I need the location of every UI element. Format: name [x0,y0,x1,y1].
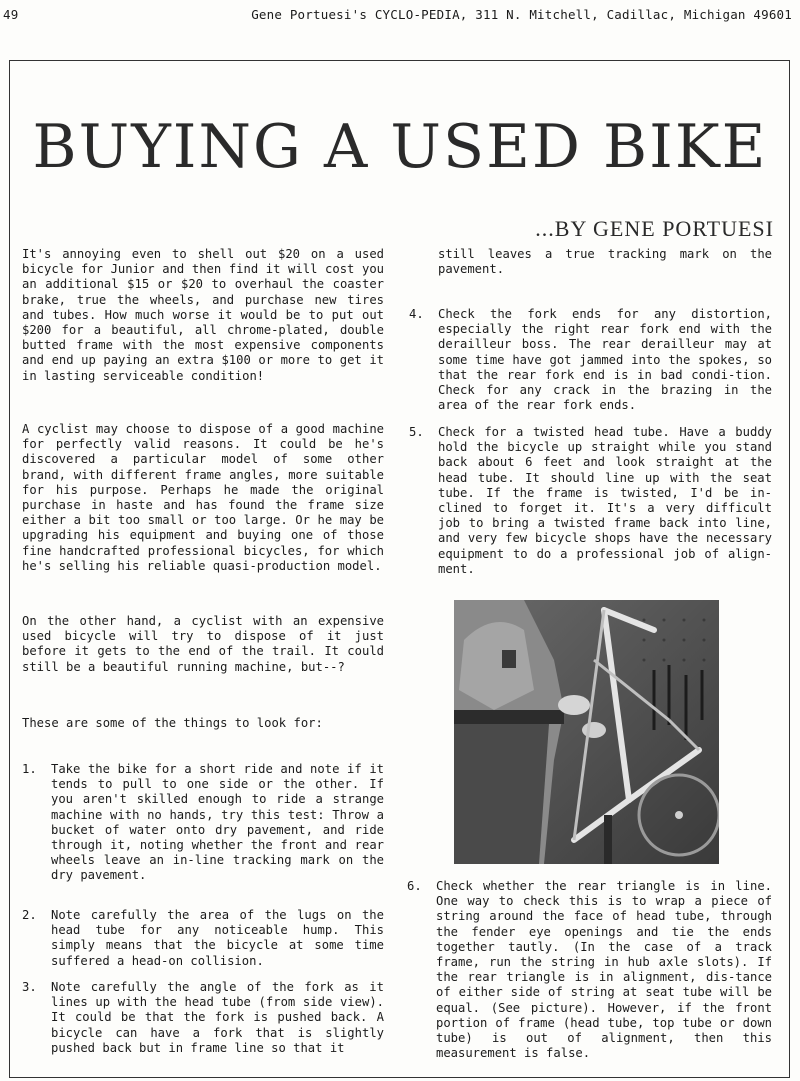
item-5-number: 5. [409,425,424,439]
intro-paragraph-4: These are some of the things to look for: [22,716,323,730]
item-3-number: 3. [22,980,37,994]
item-1-text: Take the bike for a short ride and note if it tends to pull to one side or the other. If you aren't skilled enough to ride a strange machine with no hands, try this test: Throw a bucket of water onto dry pavement, and ride through it, noting whether the front and rear wheels leave an in-line tracking mark on the dry pavement. [51,762,384,883]
page-number: 49 [3,7,19,22]
item-5-text: Check for a twisted head tube. Have a buddy hold the bicycle up straight while you stand back about 6 feet and look straight at the head tube. It should line up with the seat tube. If the frame is twisted, I'd be in-clined to forget it. It's a very difficult job to bring a twisted frame back into line, and very few bicycle shops have the necessary equipment to do a professional job of align-ment. [438,425,772,576]
item-6-number: 6. [407,879,422,893]
item-2-number: 2. [22,908,37,922]
article-byline: ...BY GENE PORTUESI [535,216,774,241]
intro-paragraph-3: On the other hand, a cyclist with an expensive used bicycle will try to dispose of it just before it gets to the end of the trail. It could still be a beautiful running machine, but--? [22,614,384,674]
running-header [3,7,795,25]
item-4-number: 4. [409,307,424,321]
item-6-text: Check whether the rear triangle is in line. One way to check this is to wrap a piece of string around the face of head tube, through the fender eye openings and tie the ends together tautly. (In the case of a track frame, run the string in hub axle slots). If the rear triangle is in alignment, dis-tance of either side of string at seat tube will be equal. (See picture). However, if the front portion of frame (head tube, top tube or down tube) is out of alignment, then this measurement is false. [436,879,772,1061]
item-2-text: Note carefully the area of the lugs on the head tube for any noticeable hump. This simply means that the bicycle at some time suffered a head-on collision. [51,908,384,968]
item-3-continued-text: still leaves a true tracking mark on the pavement. [438,247,772,277]
article-title: BUYING A USED BIKE [32,112,768,182]
item-3-text: Note carefully the angle of the fork as it lines up with the head tube (from side view). It could be that the fork is pushed back. A bicycle can have a fork that is slightly pushed back but in frame line so that it [51,980,384,1055]
intro-paragraph-1: It's annoying even to shell out $20 on a used bicycle for Junior and then find it will cost you an additional $15 or $20 to overhaul the coaster brake, true the wheels, and purchase new tires and tubes. How much worse it would be to put out $200 for a beautiful, all chrome-plated, double butted frame with the most expensive components and end up paying an extra $100 or more to get it in lasting serviceable condition! [22,247,384,383]
item-1-number: 1. [22,762,37,776]
intro-paragraph-2: A cyclist may choose to dispose of a good machine for perfectly valid reasons. It could be he's discovered a particular model of some other brand, with different frame angles, more suitable for his purpose. Perhaps he made the original purchase in haste and has found the frame size either a bit too small or too large. Or he may be upgrading his equipment and buying one of those fine handcrafted professional bicycles, for which he's selling his reliable quasi-production model. [22,422,384,573]
item-4-text: Check the fork ends for any distortion, especially the right rear fork end with the derailleur boss. The rear derailleur may at some time have got jammed into the spokes, so that the rear fork end is in bad condi-tion. Check for any crack in the brazing in the area of the rear fork ends. [438,307,772,413]
bicycle-frame-photo [454,600,719,864]
running-title: Gene Portuesi's CYCLO-PEDIA, 311 N. Mitchell, Cadillac, Michigan 49601 [251,7,792,22]
